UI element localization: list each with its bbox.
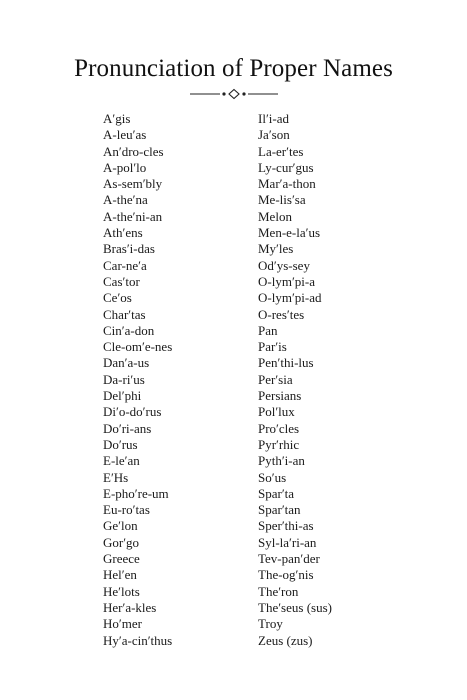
name-entry: O-res′tes	[258, 306, 305, 322]
name-entry: Ly-cur′gus	[258, 159, 314, 175]
name-entry: Ce′os	[103, 290, 132, 306]
page-title: Pronunciation of Proper Names	[74, 55, 393, 82]
name-entry: Od′ys-sey	[258, 257, 310, 273]
ornamental-divider-icon	[190, 88, 278, 100]
name-entry: The′ron	[258, 583, 299, 599]
name-entry: Bras′i-das	[103, 241, 155, 257]
name-entry: Ge′lon	[103, 518, 138, 534]
name-entry: Il′i-ad	[258, 111, 289, 126]
name-entry: Cas′tor	[103, 273, 140, 289]
name-entry: Pen′thi-lus	[258, 355, 314, 371]
name-entry: Hel′en	[103, 567, 137, 583]
name-entry: Pol′lux	[258, 404, 295, 420]
name-entry: Mar′a-thon	[258, 176, 316, 192]
name-entry: O-lym′pi-ad	[258, 290, 322, 306]
name-entry: Pyr′rhic	[258, 436, 300, 452]
left-name-column	[103, 111, 172, 649]
name-entry: O-lym′pi-a	[258, 273, 315, 289]
name-entry: Dan′a-us	[103, 355, 150, 371]
name-entry: Gor′go	[103, 534, 140, 550]
name-entry: Ath′ens	[103, 225, 143, 241]
name-entry: My′les	[258, 241, 294, 257]
name-entry: The-og′nis	[258, 567, 314, 583]
name-entry: Char′tas	[103, 306, 146, 322]
name-entry: Car-ne′a	[103, 257, 147, 273]
name-entry: An′dro-cles	[103, 143, 164, 159]
name-entry: Ho′mer	[103, 616, 142, 632]
name-entry: Cle-om′e-nes	[103, 339, 173, 355]
name-entry: Men-e-la′us	[258, 225, 321, 241]
name-entry: A′gis	[103, 111, 131, 126]
name-entry: Pan	[258, 322, 278, 338]
name-entry: A-the′ni-an	[103, 208, 163, 224]
name-entry: Sper′thi-as	[258, 518, 314, 534]
name-entry: Her′a-kles	[103, 599, 157, 615]
name-entry: Del′phi	[103, 388, 142, 404]
name-entry: Pyth′i-an	[258, 453, 305, 469]
name-entry: As-sem′bly	[103, 176, 163, 192]
name-entry: So′us	[258, 469, 287, 485]
name-entry: Per′sia	[258, 371, 293, 387]
name-entry: E-pho′re-um	[103, 485, 169, 501]
name-entry: Zeus (zus)	[258, 632, 313, 648]
name-entry: Da-ri′us	[103, 371, 145, 387]
name-entry: The′seus (sus)	[258, 599, 332, 615]
name-entry: Spar′ta	[258, 485, 295, 501]
name-entry: E′Hs	[103, 469, 129, 485]
name-entry: E-le′an	[103, 453, 140, 469]
name-entry: Persians	[258, 388, 302, 404]
name-entry: Me-lis′sa	[258, 192, 306, 208]
name-entry: Di′o-do′rus	[103, 404, 162, 420]
name-entry: A-the′na	[103, 192, 148, 208]
name-entry: A-leu′as	[103, 127, 147, 143]
name-entry: Cin′a-don	[103, 322, 155, 338]
name-entry: Do′rus	[103, 436, 138, 452]
name-entry: Eu-ro′tas	[103, 502, 150, 518]
name-entry: Syl-la′ri-an	[258, 534, 317, 550]
name-entry: A-pol′lo	[103, 159, 147, 175]
name-entry: He′lots	[103, 583, 140, 599]
name-entry: Spar′tan	[258, 502, 301, 518]
name-entry: Melon	[258, 208, 292, 224]
name-entry: Greece	[103, 551, 140, 567]
right-name-column	[258, 111, 332, 649]
name-entry: Do′ri-ans	[103, 420, 152, 436]
name-entry: Hy′a-cin′thus	[103, 632, 173, 648]
name-entry: Par′is	[258, 339, 287, 355]
name-entry: La-er′tes	[258, 143, 304, 159]
name-entry: Pro′cles	[258, 420, 300, 436]
name-entry: Troy	[258, 616, 283, 632]
name-entry: Ja′son	[258, 127, 290, 143]
name-entry: Tev-pan′der	[258, 551, 320, 567]
